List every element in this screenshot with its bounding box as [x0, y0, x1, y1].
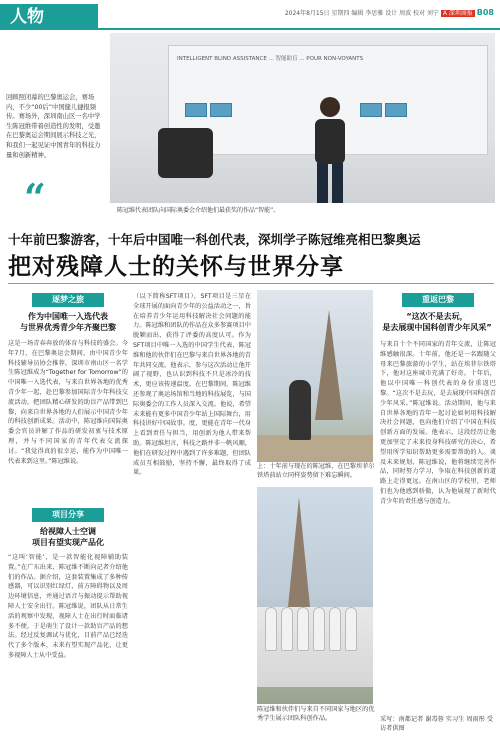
section1-subhead: 作为中国唯一入选代表 与世界优秀青少年齐聚巴黎 [20, 312, 116, 332]
headline-subtitle: 十年前巴黎游客，十年后中国唯一科创代表，深圳学子陈冠维亮相巴黎奥运 [8, 232, 421, 247]
section1-body: 这是一场青春奔放的体育与科技的盛会。今年7月，在巴黎奥运会期间，由中国青少年科技辅导员协会推荐，深圳市南山区一名学生陈冠维成为“Together for Tomorrow”的中国唯一入选代表，与来自世界各地的优秀青少年一起，赴巴黎参加国际青少年科技交流活动，把团队精心研发的助盲产品带到巴黎，向来自世界各地的人们展示中国青少年的科技创新成果。活动中，陈冠维向国际奥委会官员讲解了作品的研发初衷与技术原理，并与不同国家的青年代表交流探讨。“我觉得真的很幸运，能作为中国唯一代表来到这里。”陈冠维说。 [8, 340, 128, 465]
column2-body: （以下简称SFT项目），SFT项目是三星在全球开展的面向青少年的公益活动之一，旨在培养青少年运用科技解决社会问题的能力。陈冠维和团队的作品在众多参赛项目中脱颖而出，获得了评委的高度认可。作为SFT项目中唯一入选的中国学生代表，陈冠维和他的伙伴们在巴黎与来自世界各地的青年共同交流。他表示，参与这次活动让他开阔了视野，也认识到科技不只是冰冷的技术，更应该传递温度。在巴黎期间，陈冠维还参观了奥运场馆和当地的科技展览，与国际奥委会的工作人员深入交流。他说，希望未来能有更多中国青少年站上国际舞台，用科技讲好中国故事。度，更能在青年一代身上看到责任与担当，用创新为他人带来帮助。陈冠维坦言，科技之路并非一帆风顺，他们在研发过程中遇到了许多难题，但团队成员互相鼓励，坚持不懈，最终取得了成果。 [133, 293, 251, 477]
section-tab: 人物 [0, 4, 98, 30]
eiffel-tower-image [287, 497, 311, 617]
photo-eiffel-then-now [257, 290, 373, 462]
student-figure [297, 607, 309, 651]
photo-presentation [110, 33, 495, 203]
student-figure [313, 607, 325, 651]
screen-image [385, 103, 407, 117]
photo1-caption: 陈冠维代表团队向国际奥委会介绍他们最获奖的作品“智能”。 [117, 207, 280, 214]
lede-paragraph: 回顾照闭幕的巴黎奥运会，赛场内，不少“00后”中国健儿捷报频传。赛场外，深圳南山区一名中学生陈冠维带着创造性的发明，受邀在巴黎奥运会期间展示科技之光，和我们一起见证中国青年的科技力量和创新精神。 [6, 94, 101, 159]
date-line [285, 8, 494, 17]
section1-tag: 逐梦之旅 [32, 293, 104, 307]
headline-title: 把对残障人士的关怀与世界分享 [8, 254, 344, 280]
student-figure [281, 607, 293, 651]
masthead [0, 0, 500, 30]
photo3-caption: 陈冠维和伙伴们与来自不同国家与地区的优秀学生展示团队科创作品。 [257, 706, 375, 722]
credit-line: 采写：南都记者 谢毒蓉 实习生 周雨彤 受访者供图 [380, 716, 494, 732]
screen-image [185, 103, 207, 117]
section3-tag: 重返巴黎 [402, 293, 474, 307]
screen-image [360, 103, 382, 117]
photo2-caption: 上：十年前与现在的陈冠维，在巴黎埃菲尔铁塔前站立同样姿势留下难忘瞬间。 [257, 463, 375, 479]
panel-text: INTELLIGENT BLIND ASSISTANCE ... 智能助盲 ... POUR NON-VOYANTS [177, 56, 364, 62]
photo-group [257, 487, 373, 704]
section2-subhead: 给视障人士空调 项目有望实现产品化 [32, 527, 104, 547]
divider [8, 283, 494, 284]
section2-tag: 项目分享 [32, 508, 104, 522]
student-figure [329, 607, 341, 651]
student-figure [289, 380, 311, 440]
device-image [158, 128, 213, 178]
section2-body: “这叫‘智能’，是一款智能化视障辅助装置。”在广东出来，陈冠维不断向记者介绍他们的作品。据介绍，这套装置集成了多种传感器，可以识别红绿灯、前方障碍物以及周边环境信息，并通过语音与振动提示帮助视障人士安全出行。陈冠维说，团队从日常生活的观察中发现，视障人士在出行时面临诸多不便，于是萌生了设计一款助盲产品的想法。经过反复调试与优化，目前产品已经迭代了多个版本，未来有望实现产品化，让更多视障人士从中受益。 [8, 554, 128, 659]
screen-image [210, 103, 232, 117]
edition-badge: A 深圳商报 [442, 10, 473, 17]
page-number: B08 [476, 8, 494, 17]
student-figure [265, 607, 277, 651]
ground [257, 435, 373, 462]
section3-subhead: “这次不是去玩， 是去展现中国科创青少年风采” [382, 312, 492, 332]
date-editor-line: 2024年8月15日 星期四 编辑 李思雅 设计 周波 校对 刘宁 [284, 10, 439, 17]
student-figure [305, 93, 355, 203]
quote-mark-icon: “ [24, 175, 46, 220]
student-figure [345, 607, 357, 651]
eiffel-tower-image [315, 310, 343, 420]
section3-body: 与来自十个不同国家的青年交流，让陈冠维感触很深。十年前，他还是一名跟随父母来巴黎旅游的小学生，站在埃菲尔铁塔下，他对这座城市充满了好奇。十年后，他以中国唯一科创代表的身份重返巴黎。“这次不是去玩，是去展现中国科创青少年风采。”陈冠维说。活动期间，他与来自世界各地的青年一起讨论如何用科技解决社会问题，也向他们介绍了中国在科技创新方面的发展。他表示，这段经历让他更加坚定了未来投身科技研究的决心，希望用所学知识帮助更多需要帮助的人。谈及未来规划，陈冠维说，他将继续完善作品，同时努力学习，争取在科技创新的道路上走得更远。在南山区的学校里，老师们也为他感到骄傲，认为他展现了新时代青少年的责任感与创造力。 [380, 341, 496, 505]
